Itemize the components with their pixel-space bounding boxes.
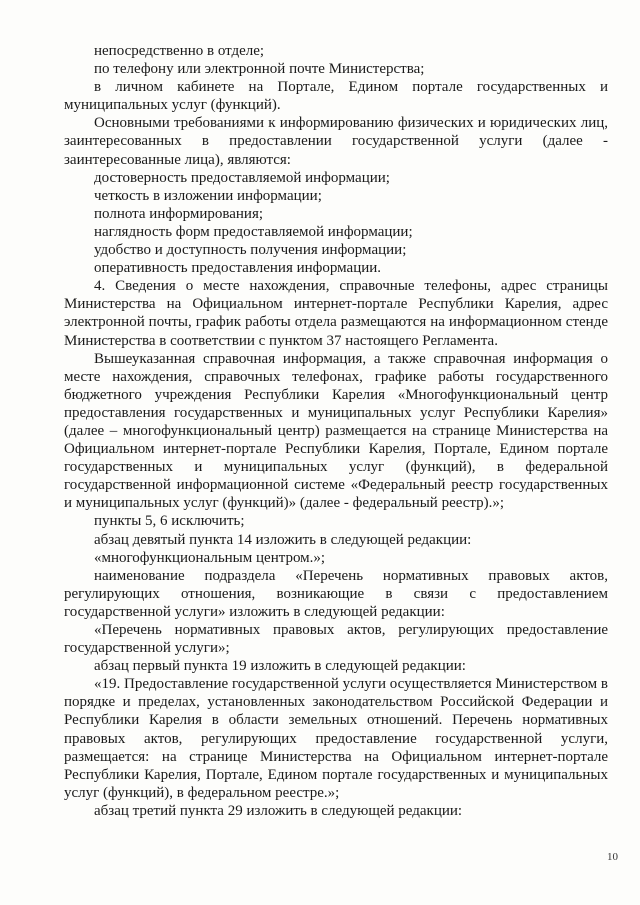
paragraph: абзац первый пункта 19 изложить в следующей редакции: (94, 658, 466, 675)
paragraph: Вышеуказанная справочная информация, а также справочная информация о месте нахождения, справочных телефонах, графике работы государственного бюджетного учреждения Республики Карелия «Многофункциональный центр предоставления государственных и муниципальных услуг Республики Карелия» (далее – многофункциональный центр) размещается на странице Министерства на Официальном интернет-портале Республики Карелия, Портале, Едином портале государственных и муниципальных услуг (функций), в федеральной государственной информационной системе «Федеральный реестр государственных и муниципальных услуг (функций)» (далее - федеральный реестр).»; (64, 350, 608, 512)
paragraph: «19. Предоставление государственной услуги осуществляется Министерством в порядке и пределах, установленных законодательством Российской Федерации и Республики Карелия в области земельных отношений. Перечень нормативных правовых актов, регулирующих предоставление государственной услуги, размещается: на странице Министерства на Официальном интернет-портале Республики Карелия, Портале, Едином портале государственных и муниципальных услуг (функций), в федеральном реестре.»; (64, 676, 608, 801)
list-item: четкость в изложении информации; (94, 187, 322, 204)
paragraph: непосредственно в отделе; (94, 43, 265, 59)
list-item: полнота информирования; (94, 205, 264, 222)
paragraph: абзац третий пункта 29 изложить в следующей редакции: (94, 802, 463, 819)
list-item: наглядность форм предоставляемой информации; (94, 223, 413, 240)
document-body (64, 42, 608, 820)
paragraph: «многофункциональным центром.»; (94, 549, 326, 566)
list-item: удобство и доступность получения информации; (94, 242, 407, 259)
paragraph: «Перечень нормативных правовых актов, регулирующих предоставление государственной услуги»; (64, 622, 608, 657)
list-item: достоверность предоставляемой информации; (94, 169, 390, 186)
paragraph: 4. Сведения о месте нахождения, справочные телефоны, адрес страницы Министерства на Официальном интернет-портале Республики Карелия, адрес электронной почты, график работы отдела размещаются на информационном стенде Министерства в соответствии с пунктом 37 настоящего Регламента. (64, 278, 608, 349)
paragraph: Основными требованиями к информированию физических и юридических лиц, заинтересованных в предоставлении государственной услуги (далее - заинтересованные лица), являются: (64, 115, 608, 168)
list-item: оперативность предоставления информации. (94, 260, 382, 277)
paragraph: пункты 5, 6 исключить; (94, 513, 245, 530)
page-number: 10 (607, 851, 618, 863)
paragraph: по телефону или электронной почте Министерства; (94, 61, 425, 78)
paragraph: наименование подраздела «Перечень нормативных правовых актов, регулирующих отношения, возникающие в связи с предоставлением государственной услуги» изложить в следующей редакции: (64, 567, 608, 620)
paragraph: в личном кабинете на Портале, Едином портале государственных и муниципальных услуг (функций). (64, 79, 608, 114)
paragraph: абзац девятый пункта 14 изложить в следующей редакции: (94, 531, 472, 548)
